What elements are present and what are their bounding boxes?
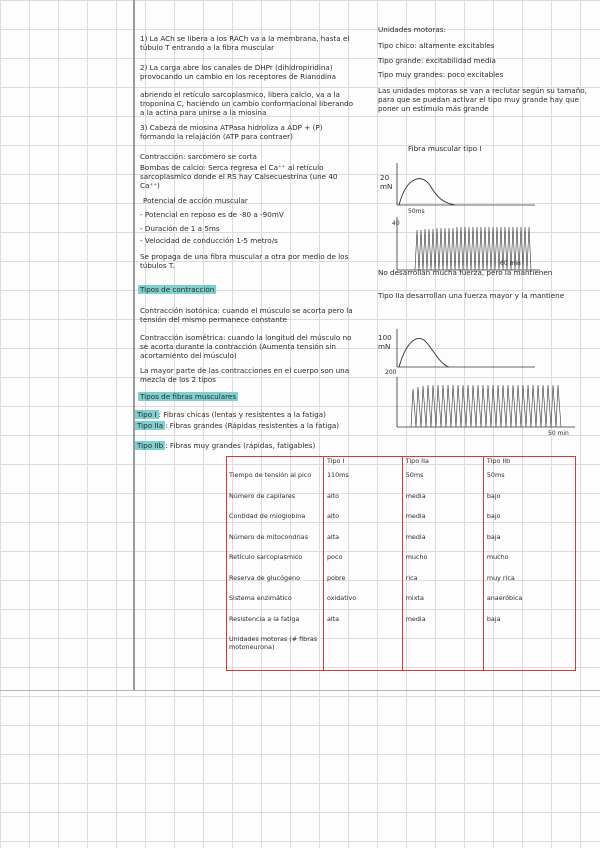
table-row: [226, 634, 576, 671]
table-row-label: Reserva de glucógeno: [229, 573, 300, 582]
table-row: [226, 491, 576, 512]
graph3-twitch-curve: [399, 338, 449, 367]
table-cell: poco: [323, 552, 402, 573]
table-cell: anaeróbica: [483, 593, 576, 614]
table-row-label: Resistencia a la fatiga: [229, 614, 300, 623]
table-row-label: Número de capilares: [229, 491, 296, 500]
table-row: [226, 511, 576, 532]
table-row: [226, 593, 576, 614]
tipo-chico: Tipo chico: altamente excitables: [378, 41, 495, 50]
table-row: [226, 614, 576, 635]
note-potencial-reposo: - Potencial en reposo es de -80 a -90mV: [140, 210, 284, 219]
note-velocidad: - Velocidad de conducción 1-5 metro/s: [140, 236, 278, 245]
note-contraccion: Contracción: sarcómero se corta: [140, 152, 257, 161]
reclutamiento-note: Las unidades motoras se van a reclutar según su tamaño, para que se puedan activar el tipo muy grande hay que poner un estímulo más grande: [378, 86, 587, 113]
table-cell: 50ms: [402, 470, 483, 491]
table-cell: mixta: [402, 593, 483, 614]
table-row-label: Tiempo de tensión al pico: [229, 471, 312, 479]
table-cell: media: [402, 614, 483, 635]
heading-tipos-fibras: Tipos de fibras musculares: [140, 392, 237, 401]
table-row: [226, 470, 576, 491]
note-potencial-title: Potencial de acción muscular: [143, 196, 248, 205]
table-cell: media: [402, 491, 483, 512]
note-propaga: Se propaga de una fibra muscular a otra por medio de los túbulos T.: [140, 252, 349, 270]
table-cell: [402, 634, 483, 671]
tipo-muy-grande: Tipo muy grandes: poco excitables: [378, 70, 504, 79]
twitch-graphs-tipo2: [375, 325, 585, 445]
note-bombas-calcio: Bombas de calcio: Serca regresa el Ca⁺⁺ al retículo sarcoplasmico donde el RS hay Calsecuestrina (une 40 Ca⁺⁺): [140, 163, 338, 190]
table-cell: alta: [323, 614, 402, 635]
note-step-1: 1) La ACh se libera a los RACh va a la membrana, hasta el túbulo T entrando a la fibra muscular: [140, 34, 350, 52]
graph1-title: Fibra muscular tipo I: [408, 144, 482, 153]
tipo-grande: Tipo grande: excitabilidad media: [378, 56, 496, 65]
table-row-label: Sistema enzimático: [229, 594, 292, 602]
no-desarrollan-note: No desarrollan mucha fuerza, pero la mantienen: [378, 268, 553, 277]
table-cell: [483, 634, 576, 671]
table-cell: muy rica: [483, 573, 576, 594]
table-cell: [323, 634, 402, 671]
table-header-row: [226, 456, 576, 470]
note-isometrica: Contracción isométrica: cuando la longitud del músculo no se acorta durante la contracción (Aumenta tensión sin acortamiento del músculo): [140, 333, 352, 360]
table-row-label: Número de mitocondrias: [229, 532, 309, 541]
note-mezcla: La mayor parte de las contracciones en el cuerpo son una mezcla de los 2 tipos: [140, 366, 350, 384]
table-cell: mucho: [402, 552, 483, 573]
table-row-label: Contidad de mioglobina: [229, 512, 306, 520]
margin-line: [133, 0, 135, 690]
table-header-cell: Tipo IIa: [402, 456, 483, 470]
table-cell: bajo: [483, 491, 576, 512]
graph3-ylabel: 100 mN: [378, 333, 392, 351]
graph1-xlabel: 50ms: [408, 208, 425, 215]
table-cell: baja: [483, 532, 576, 553]
page-bottom-rule: [0, 690, 600, 691]
unidades-title: Unidades motoras:: [378, 25, 446, 34]
tipo2a-desarrollan-note: Tipo IIa desarrollan una fuerza mayor y la mantiene: [378, 291, 565, 300]
table-row: [226, 552, 576, 573]
table-cell: media: [402, 511, 483, 532]
graph2-xlabel: 60 min: [500, 260, 521, 267]
table-row: [226, 532, 576, 553]
table-row: [226, 573, 576, 594]
table-cell: alta: [323, 532, 402, 553]
table-header-cell: Tipo I: [323, 456, 402, 470]
table-cell: pobre: [323, 573, 402, 594]
table-cell: alto: [323, 511, 402, 532]
table-header-cell: [226, 456, 323, 470]
note-step-3: 3) Cabeza de miosina ATPasa hidroliza a ADP + (P) formando la relajación (ATP para contraer): [140, 123, 323, 141]
table-cell: bajo: [483, 511, 576, 532]
note-isotonica: Contracción isotónica: cuando el músculo se acorta pero la tensión del mismo permanece constante: [140, 306, 353, 324]
graph2-ylabel: 40: [392, 220, 400, 227]
table-cell: rica: [402, 573, 483, 594]
table-cell: alto: [323, 491, 402, 512]
table-cell: baja: [483, 614, 576, 635]
table-cell: media: [402, 532, 483, 553]
table-cell: mucho: [483, 552, 576, 573]
graph4-tetanic-train: [411, 385, 561, 427]
table-row-label: Retículo sarcoplasmico: [229, 553, 303, 561]
table-cell: 50ms: [483, 470, 576, 491]
note-step-2-cont: abriendo el retículo sarcoplasmico, libera calcio, va a la troponina C, haciendo un cambio conformacional liberando a la actina para unirse a la miosina: [140, 90, 353, 117]
graph4-xlabel: 50 min: [548, 430, 569, 437]
fibra-tipo-1: Tipo I : Fibras chicas (lentas y resistentes a la fatiga): [137, 410, 326, 419]
fibra-tipo-2a: Tipo IIa : Fibras grandes (Rápidas resistentes a la fatiga): [137, 421, 340, 430]
fiber-comparison-table: [226, 456, 576, 671]
note-duracion: - Duración de 1 a 5ms: [140, 224, 220, 233]
twitch-graphs-tipo1: [375, 155, 575, 280]
table-cell: 110ms: [323, 470, 402, 491]
table-cell: oxidativo: [323, 593, 402, 614]
graph4-ylabel: 200: [385, 369, 397, 376]
fibra-tipo-2b: Tipo IIb : Fibras muy grandes (rápidas, fatigables): [137, 441, 316, 450]
graph1-ylabel: 20 mN: [380, 173, 393, 191]
heading-tipos-contraccion: Tipos de contracción: [140, 285, 215, 294]
table-row-label: Unidades motoras (# fibras motoneurona): [229, 635, 318, 651]
note-step-2: 2) La carga abre los canales de DHPr (dihidropiridina) provocando un cambio en los receptores de Rianodina: [140, 63, 336, 81]
table-header-cell: Tipo IIb: [483, 456, 576, 470]
graph1-twitch-curve: [399, 179, 455, 205]
